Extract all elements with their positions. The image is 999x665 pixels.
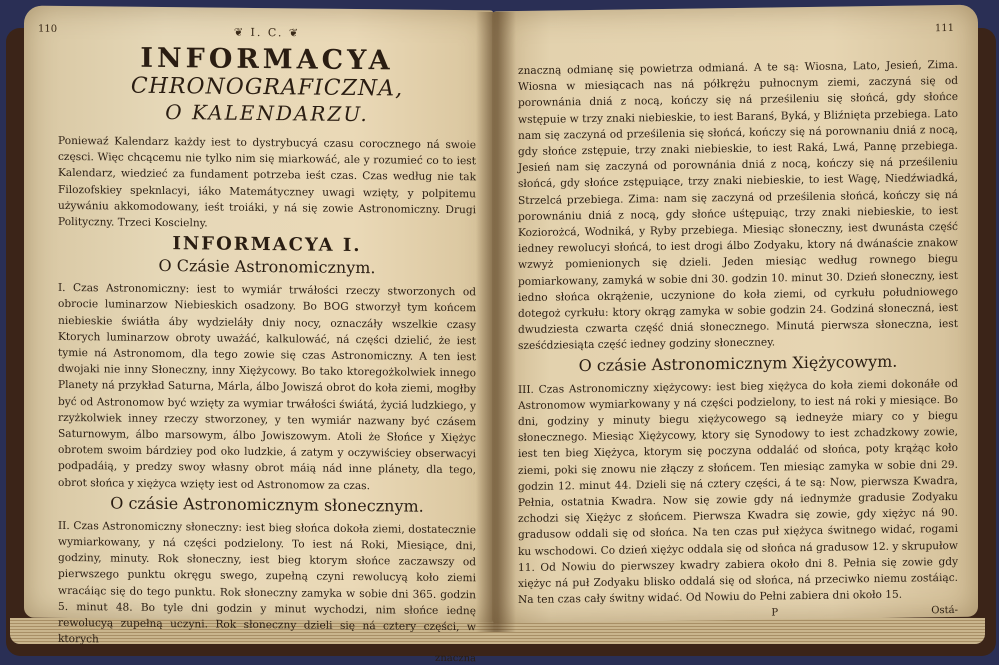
catchword-text: Ostá- [931, 604, 958, 616]
paragraph-top-right: znaczną odmianę się powietrza odmianá. A te są: Wiosna, Lato, Jesień, Zima. Wiosna w miesiącach nas ná półkrężu pułnocnym ziemi, zaczyná się od porownánia dniá z nocą, kończy się ná prześileniu się słońcá, gdy słońce wstępuie w trzy znaki niebieskie, to iest Baranś, Byká, y Bliźnięta przebiega. Lato nam się zaczyná od prześilenia się słońcá, kończy się ná porownaniu dniá z nocą, gdy słońce zstępuie, trzy znaki niebieskie, to iest Raká, Lwá, Pannę przebiega. Jesień nam się zaczyná od porownánia dniá z nocą, kończy się ná prześileniu słońcá, gdy słońce zstępuiące, trzy znaki niebieskie, to iest Wagę, Niedźwiadká, Strzelcá przebiega. Zima: nam się zaczyná od prześilenia słońcá, kończy się ná porownániu dniá z nocą, gdy słońce uśtępuiąc, trzy znaki niebieskie, to iest Koziorożcá, Wodniká, y Ryby przebiega. Miesiąc słoneczny, iest dwunásta część iedney rewolucyi słońcá, to iest drogi álbo Zodyaku, ktory ná dwánaście znakow wzwyż pomienionych się dzieli. Jeden miesiąc według rownego biegu pomiarkowany, zamyká w sobie dni 30. godzin 10. minut 30. Dzień słoneczny, iest iedno słońca okrążenie, uczynione do koła ziemi, od cyrkułu południowego dotegoż cyrkułu: ktory okrąg zamyka w sobie godzin 24. Godziná słoneczná, iest dwudziesta czwarta część dniá słonecznego. Minutá pierwsza słoneczna, iest sześćdziesiąta część iedney godziny słoneczney. [518, 58, 958, 353]
signature-mark: P [771, 606, 779, 618]
section-heading: INFORMACYA I. [172, 233, 362, 257]
subsection-heading-3: O czásie Astronomicznym Xiężycowym. [578, 351, 898, 375]
book-gutter [476, 12, 516, 632]
catchword-left: znaczna [435, 653, 476, 665]
title-line-3: O KALENDARZU. [165, 100, 369, 127]
intro-paragraph: Poniewaź Kalendarz każdy iest to dystrybucyá czasu corocznego ná swoie częsci. Więc chcącemu nie tylko nim się miarkowáć, ale y rozumieć co to iest Kalendarz, wiedzieć za fundament potrzeba ieśt czas. Czas według nie tak Filozofskiey speknlacyi, iáko Matemátyczney uwagi wzięty, y polpitemu używániu akkomodowany, ieśt troiáki, y ná się zowie Astronomiczny. Drugi Polityczny. Trzeci Koscielny. [58, 134, 476, 230]
title-line-2: CHRONOGRAFICZNA, [130, 73, 404, 102]
paragraph-main-right: III. Czas Astronomiczny xiężycowy: iest bieg xiężyca do koła ziemi dokonáłe od Astronomow wymiarkowany y ná części podzielony, to iest ná roki y miesiące. Bo dni, godziny y minuty biegu xiężycowego są iedneyże miary co y biegu słonecznego. Miesiąc Xiężycowy, ktory się Synodowy to iest zchadzkowy zowie, iest ten bieg Xiężyca, ktorym się poczyna oddaláć od słońca, poty krążąc koło ziemi, poki się znowu nie złączy z słońcem. Ten miesiąc zamyka w sobie dni 29. godzin 12. minut 44. Dzieli się ná cztery części, á te są: Now, pierwsza Kwadra, Pełnia, ostatnia Kwadra. Now się zowie gdy ná iednymże gradusie Zodyaku zchodzi się Xiężyc z słońcem. Pierwsza Kwadra się zowie, gdy xiężyc ná 90. gradusow oddali się od słońca. Na ten czas puł xiężyca świtnego widać, rogami ku wschodowi. Co dzień xiężyc oddala się od słońca ná gradusow 12. y skrupułow 11. Od Nowiu do pierwszey kwadry zabiera około dni 8. Pełnia się zowie gdy xiężyc ná puł Zodyaku blisko oddalá się od słońca, ná przeciwko niemu zostáiąc. Na ten czas cały świtny widać. Od Nowiu do Pełni zabiera dni około 15. [518, 377, 958, 607]
header-ornament: ❦ I. C. ❦ [233, 25, 301, 40]
page-number-right: 111 [934, 22, 954, 35]
right-page [492, 5, 978, 624]
paragraph-2: II. Czas Astronomiczny słoneczny: iest bieg słońca dokoła ziemi, dostatecznie wymiarkowany, y ná części podzielony. To iest ná Roki, Miesiące, dni, godziny, minuty. Rok słoneczny, iest bieg ktorym słońce zaczawszy od pierwszego punktu okręgu swego, zupełną czyni rewolucyą koło ziemi wracáiąc się do tego punktu. Rok słoneczny zamyka w sobie dni 365. godzin 5. minut 48. Bo tyle dni godzin y minut wychodzi, nim słońce iednę rewolucyą zupełną uczyni. Rok słoneczny dzieli się ná cztery części, w ktorych [58, 519, 476, 646]
title-line-1: INFORMACYA [140, 42, 394, 77]
paragraph-1: I. Czas Astronomiczny: iest to wymiár trwáłości rzeczy stworzonych od obrocie luminarzow Niebieskich osadzony. Bo BOG stworzył tym końcem niebieskie świátła áby wydzieláły dniy nocy, oznaczáły wszelkie czasy Ktorych luminarzow obroty uważáć, kalkulowáć, ná części dzielić, że iest tymie ná Astronomom, dla tego zowie się czas Astronomiczny. A ten iest dwojaki nie inny Słoneczny, inny Xiężycowy. Bo tako ktoregożkolwiek innego Planety ná przykład Saturna, Márla, álbo Jowiszá obrot do koła ziemi, mogłby być od Astronomow być wzięty za wymiar trwáłości świátá, życiá ludzkiego, y rzyżkolwiek inney rzeczy stworzoney, y ten wymiár nazwany być czásem Saturnowym, álbo marsowym, álbo Jowiszowym. Atoli że Słońce y Xiężyc obrotem swoim bárdziey pod oko ludzkie, á zatym y oczywiściey obserwacyi podpadáią, y predzy swoy własny obrot máią nád inne plánety, dla tego, obrot słońca y xiężyca wzięty iest od Astronomow za czas. [58, 282, 476, 492]
left-page [24, 6, 494, 665]
subsection-heading-1: O Czásie Astronomicznym. [158, 256, 376, 278]
page-number-left: 110 [38, 23, 58, 35]
subsection-heading-2: O czásie Astronomicznym słonecznym. [110, 493, 424, 516]
